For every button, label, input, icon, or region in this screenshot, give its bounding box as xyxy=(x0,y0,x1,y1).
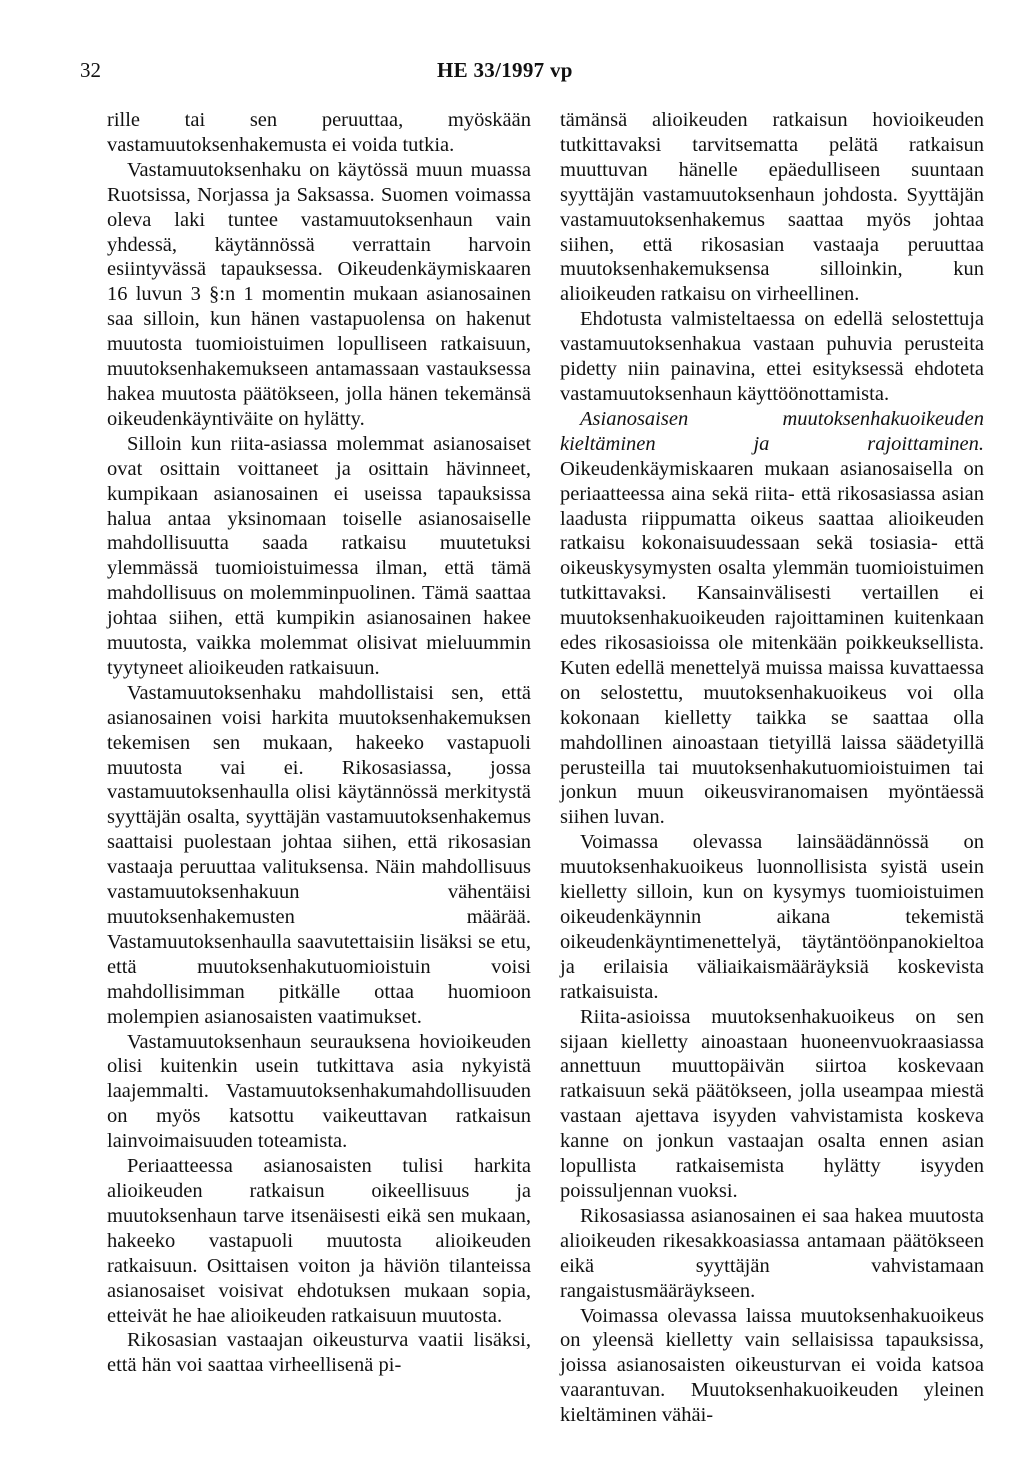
paragraph: Vastamuutoksenhaku on käytössä muun muassa Ruotsissa, Norjassa ja Saksassa. Suomen voimassa oleva laki tuntee vastamuutoksenhaun vain yhdessä, käytännössä verrattain harvoin esiintyvässä tapauksessa. Oikeudenkäymiskaaren 16 luvun 3 §:n 1 momentin mukaan asianosainen saa silloin, kun hänen vastapuolensa on hakenut muutosta tuomioistuimen lopulliseen ratkaisuun, muutoksenhakemukseen antamassaan vastauksessa hakea muutosta päätökseen, jolla hänen tekemänsä oikeudenkäyntiväite on hylätty. xyxy=(107,158,531,430)
paragraph: rille tai sen peruuttaa, myöskään vastamuutoksenhakemusta ei voida tutkia. xyxy=(107,109,531,156)
left-column xyxy=(107,108,531,1378)
page-number: 32 xyxy=(80,58,101,82)
paragraph: Rikosasian vastaajan oikeusturva vaatii lisäksi, että hän voi saattaa virheellisenä pi- xyxy=(107,1329,531,1377)
right-column xyxy=(560,108,984,1428)
paragraph: Ehdotusta valmisteltaessa on edellä selostettuja vastamuutoksenhakua vastaan puhuvia perusteita pidetty niin painavina, ettei esityksessä ehdoteta vastamuutoksenhaun käyttöönottamista. xyxy=(560,308,984,405)
paragraph: Vastamuutoksenhaku mahdollistaisi sen, että asianosainen voisi harkita muutoksenhakemuksen tekemisen sen mukaan, hakeeko vastapuoli muutosta vai ei. Rikosasiassa, jossa vastamuutoksenhaulla olisi käytännössä merkitystä syyttäjän osalta, syyttäjän vastamuutoksenhakemus saattaisi puolestaan johtaa siihen, että rikosasian vastaaja peruuttaa valituksensa. Näin mahdollisuus vastamuutoksenhakuun vähentäisi muutoksenhakemusten määrää. Vastamuutoksenhaulla saavutettaisiin lisäksi se etu, että muutoksenhakutuomioistuin voisi mahdollisimman pitkälle ottaa huomioon molempien asianosaisten vaatimukset. xyxy=(107,681,531,1028)
paragraph: Periaatteessa asianosaisten tulisi harkita alioikeuden ratkaisun oikeellisuus ja muutoksenhaun tarve itsenäisesti eikä sen mukaan, hakeeko vastapuoli muutosta alioikeuden ratkaisuun. Osittaisen voiton ja häviön tilanteissa asianosaiset voisivat ehdotuksen mukaan sopia, etteivät he hae alioikeuden ratkaisuun muutosta. xyxy=(107,1155,531,1327)
paragraph: Silloin kun riita-asiassa molemmat asianosaiset ovat osittain voittaneet ja osittain hävinneet, kumpikaan asianosainen ei useissa tapauksissa halua antaa yksinomaan toiselle asianosaiselle mahdollisuutta saada ratkaisu muutetuksi ylemmässä tuomioistuimessa ilman, että tämä mahdollisuus on molemminpuolinen. Tämä saattaa johtaa siihen, että kumpikin asianosainen hakee muutosta, vaikka molemmat olisivat mieluummin tyytyneet alioikeuden ratkaisuun. xyxy=(107,432,531,679)
page-header xyxy=(0,58,1024,98)
document-id: HE 33/1997 vp xyxy=(437,58,573,82)
paragraph: Rikosasiassa asianosainen ei saa hakea muutosta alioikeuden rikesakkoasiassa antamaan päätökseen eikä syyttäjän vahvistamaan rangaistusmääräykseen. xyxy=(560,1204,984,1302)
section-paragraph-text: Oikeudenkäymiskaaren mukaan asianosaisella on periaatteessa aina sekä riita- että rikosasiassa asian laadusta riippumatta oikeus saattaa alioikeuden ratkaisu kokonaisuudessaan sekä tosiasia- että oikeuskysymysten osalta ylemmän tuomioistuimen tutkittavaksi. Kansainvälisesti vertaillen ei muutoksenhakuoikeuden rajoittaminen kuitenkaan edes rikosasioissa ole mitenkään poikkeuksellista. Kuten edellä menettelyä muissa maissa kuvattaessa on selostettu, muutoksenhakuoikeus voi olla kokonaan kielletty taikka se saattaa olla mahdollinen ainoastaan tietyillä laissa säädetyillä perusteilla tai muutoksenhakutuomioistuimen tai jonkun muun oikeusviranomaisen myöntäessä siihen luvan. xyxy=(560,457,984,829)
paragraph: Voimassa olevassa lainsäädännössä on muutoksenhakuoikeus luonnollisista syistä usein kielletty silloin, kun on kysymys tuomioistuimen oikeudenkäynnin aikana tekemistä oikeudenkäyntimenettelyä, täytäntöönpanokieltoa ja erilaisia väliaikaismääräyksiä koskevista ratkaisuista. xyxy=(560,831,984,1003)
paragraph: Vastamuutoksenhaun seurauksena hovioikeuden olisi kuitenkin usein tutkittava asia nykyistä laajemmalti. Vastamuutoksenhakumahdollisuuden on myös katsottu vaikeuttavan ratkaisun lainvoimaisuuden toteamista. xyxy=(107,1030,531,1153)
paragraph: Riita-asioissa muutoksenhakuoikeus on sen sijaan kielletty ainoastaan huoneenvuokraasiassa annettuun muuttopäivän siirtoa koskevaan ratkaisuun sekä päätökseen, jolla useampaa miestä vastaan ajettava isyyden vahvistamista koskeva kanne on jonkun vastaajan osalta ennen asian lopullista ratkaisemista hylätty isyyden poissuljennan vuoksi. xyxy=(560,1005,984,1202)
section-paragraph xyxy=(560,407,984,830)
paragraph: tämänsä alioikeuden ratkaisun hovioikeuden tutkittavaksi tarvitsematta pelätä ratkaisun muuttuvan hänelle epäedulliseen suuntaan syyttäjän vastamuutoksenhaun johdosta. Syyttäjän vastamuutoksenhakemus saattaa myös johtaa siihen, että rikosasian vastaaja peruuttaa muutoksenhakemuksensa silloinkin, kun alioikeuden ratkaisu on virheellinen. xyxy=(560,109,984,306)
paragraph: Voimassa olevassa laissa muutoksenhakuoikeus on yleensä kielletty vain sellaisissa tapauksissa, joissa asianosaisten oikeusturvan ei voida katsoa vaarantuvan. Muutoksenhakuoikeuden yleinen kieltäminen vähäi- xyxy=(560,1304,984,1427)
section-heading: Asianosaisen muutoksenhakuoikeuden kieltäminen ja rajoittaminen. xyxy=(560,407,984,455)
